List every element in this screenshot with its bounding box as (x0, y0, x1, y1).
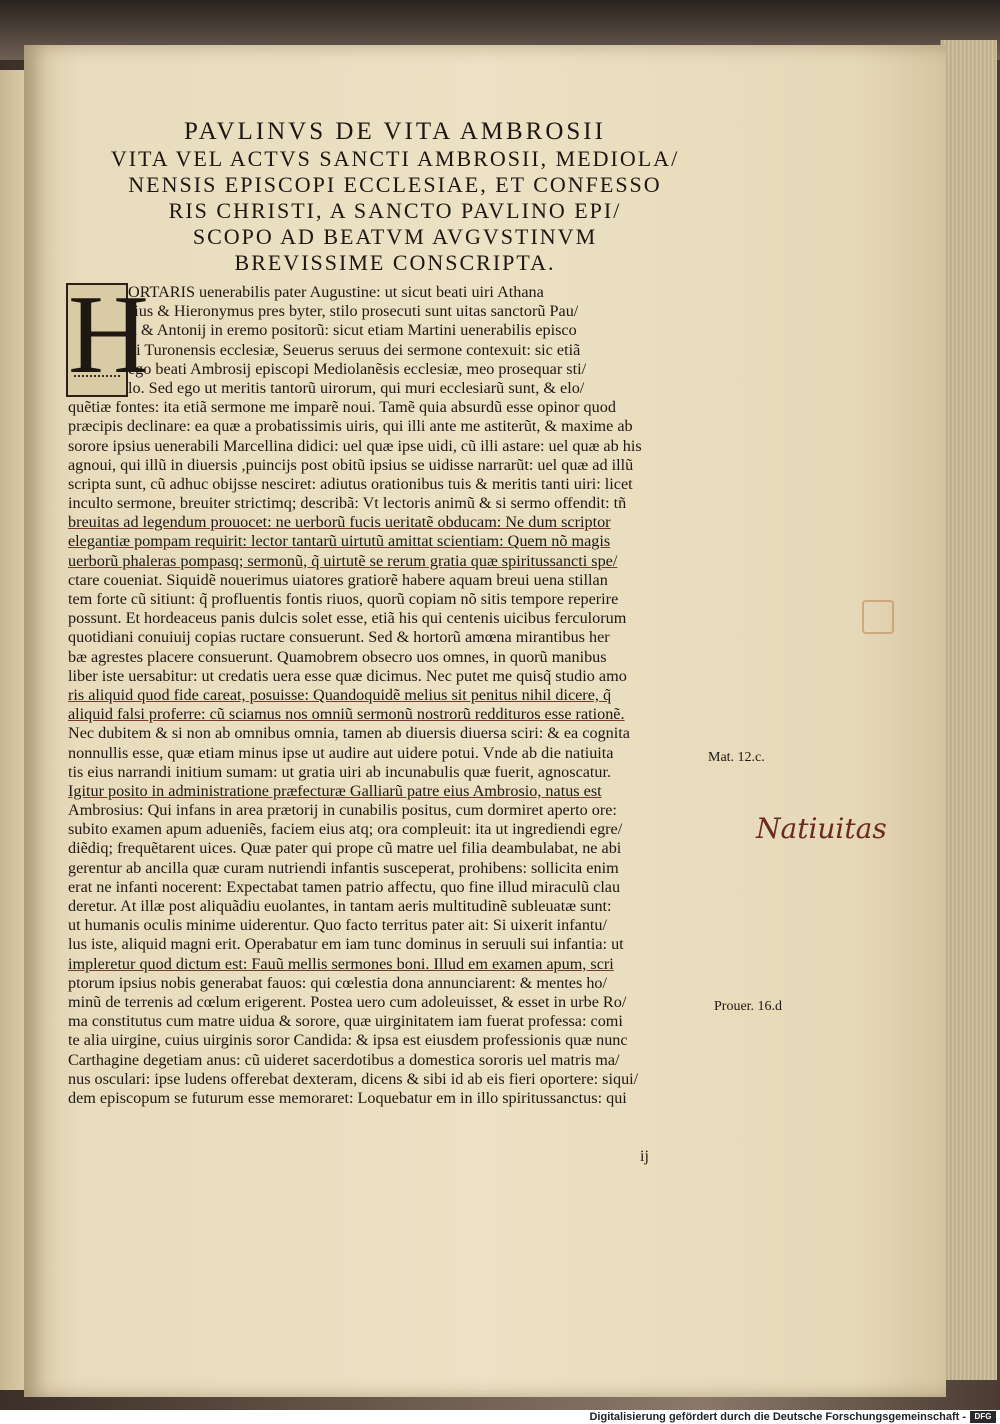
body-line: breuitas ad legendum prouocet: ne uerborũ fucis ueritatẽ obducam: Ne dum scriptor (68, 513, 611, 532)
body-line: ris aliquid quod fide careat, posuisse: Quandoquidẽ melius sit penitus nihil dicere, q̃ (68, 685, 612, 704)
title-line: PAVLINVS DE VITA AMBROSII (184, 118, 606, 145)
body-line: ego beati Ambrosij episcopi Mediolanẽsis ecclesiæ, meo prosequar sti/ (128, 359, 587, 378)
dfg-logo: DFG (970, 1411, 996, 1423)
body-line: præcipis declinare: ea quæ a probatissimis uiris, qui illi ante me astiterũt, & maxime ab (68, 417, 633, 436)
body-line: impleretur quod dictum est: Fauũ mellis sermones boni. Illud em examen apum, scri (68, 954, 614, 973)
body-line: Igitur posito in administratione præfecturæ Galliarũ patre eius Ambrosio, natus est (68, 781, 602, 800)
body-line: te alia uirgine, cuius uirginis soror Candida: & ipsa est eiusdem professionis quæ nunc (68, 1031, 628, 1050)
body-line: tem forte cũ sitiunt: q̃ profluentis fontis riuos, quorũ copiam nõ sitis tempore reperire (68, 590, 619, 608)
initial-letter: H (68, 273, 149, 397)
body-line: nonnullis esse, quæ etiam minus ipse ut audire aut uidere potui. Vnde ab die natiuita (68, 743, 614, 762)
body-line: nus osculari: ipse ludens offerebat dexteram, dicens & sibi id ab eis fieri oportere: siqui/ (68, 1069, 639, 1088)
body-line: li & Antonij in eremo positorũ: sicut etiam Martini uenerabilis episco (128, 321, 577, 340)
body-line: deretur. At illæ post aliquãdiu euolantes, in tantam aeris multitudinẽ subleuatæ sunt: (68, 897, 612, 915)
body-line: sius & Hieronymus pres byter, stilo prosecuti sunt uitas sanctorũ Pau/ (128, 302, 579, 321)
margin-note-mat: Mat. 12.c. (708, 750, 765, 765)
title-line: NENSIS EPISCOPI ECCLESIAE, ET CONFESSO (128, 172, 662, 197)
body-line: liber iste uersabitur: ut credatis uera esse quæ dicimus. Nec putet me quisq̃ studio amo (68, 666, 627, 685)
body-line: aliquid falsi proferre: cũ sciamus nos omniũ sermonũ nostrorũ reddituros esse rationẽ. (68, 705, 625, 724)
body-line: quẽtiæ fontes: ita etiã sermone me imparẽ noui. Tamẽ quia absurdũ esse opinor quod (68, 398, 616, 417)
body-line: inculto sermone, breuiter strictimq; describã: Vt lectoris animũ & si sermo offendit: tñ (68, 494, 627, 513)
body-line: erat ne infanti nocerent: Expectabat tamen patrio affectu, quo fine illud miraculũ clau (68, 877, 621, 896)
body-line: lus iste, aliquid magni erit. Operabatur em iam tunc dominus in seruuli sui infantia: ut (68, 935, 624, 954)
handwritten-annotation: Natiuitas (756, 812, 887, 845)
footer-credit: Digitalisierung gefördert durch die Deutsche Forschungsgemeinschaft - (589, 1411, 966, 1423)
body-line: sorore ipsius uenerabili Marcellina didici: uel quæ ipse uidi, cũ illi astare: uel quæ ab his (68, 436, 642, 455)
body-line: quotidiani conuiuij copias ructare consuerunt. Sed & hortorũ amœna mirantibus her (68, 628, 610, 647)
body-line: possunt. Et hordeaceus panis dulcis solet esse, etiã his qui centenis uicibus ferculorum (68, 609, 627, 628)
title-line: BREVISSIME CONSCRIPTA. (234, 250, 556, 275)
body-line: agnoui, qui illũ in diuersis ,puincijs post obitũ ipsius se uidisse narrarũt: uel quæ ad illũ (68, 455, 634, 474)
page-edges (940, 40, 997, 1380)
title-line: VITA VEL ACTVS SANCTI AMBROSII, MEDIOLA/ (110, 146, 680, 171)
body-line: scripta sunt, cũ adhuc obijsse nesciret: adiutus orationibus tuis & meritis tanti uiri: licet (68, 474, 633, 493)
body-line: lo. Sed ego ut meritis tantorũ uirorum, qui muri ecclesiarũ sunt, & elo/ (128, 378, 585, 397)
chapter-title (110, 118, 680, 276)
body-line: diẽdiq; frequẽtarent uices. Quæ pater qui prope cũ matre uel filia deambulabat, ne abi (68, 839, 622, 858)
title-line: RIS CHRISTI, A SANCTO PAVLINO EPI/ (168, 198, 622, 223)
body-line: ORTARIS uenerabilis pater Augustine: ut sicut beati uiri Athana (128, 283, 544, 301)
body-line: minũ de terrenis ad cœlum erigerent. Postea uero cum adoleuisset, & esset in urbe Ro/ (68, 992, 627, 1011)
body-line: Carthagine degetiam anus: cũ uideret sacerdotibus a domestica sororis uel matris ma/ (68, 1050, 620, 1069)
body-line: Nec dubitem & si non ab omnibus omnia, tamen ab diuersis diuersa sciri: & ea cognita (68, 724, 630, 743)
ink-stain (862, 600, 894, 634)
body-text (68, 283, 688, 1108)
body-line: Ambrosius: Qui infans in area prætorij in cunabilis positus, cum dormiret aperto ore: (68, 801, 617, 820)
body-line: uerborũ phaleras pompasq; sermonũ, q̃ uirtutẽ se rerum gratia quæ spiritussancti spe/ (68, 551, 618, 570)
body-line: ctare coueniat. Siquidẽ nouerimus uiatores gratiorẽ habere aquam breui uena stillan (68, 570, 608, 589)
body-line: ut humanis oculis minime uiderentur. Quo facto territus pater ait: Si uixerit infantu/ (68, 916, 608, 935)
body-line: ma constitutus cum matre uidua & sorore, quæ uirginitatem iam fuerat professa: comi (68, 1012, 623, 1031)
signature-mark: ij (640, 1148, 649, 1165)
body-line: pi Turonensis ecclesiæ, Seuerus seruus dei sermone contexuit: sic etiã (128, 340, 581, 359)
body-line: dem episcopum se futurum esse memoraret: Loquebatur em in illo spiritussanctus: qui (68, 1088, 627, 1107)
body-line: ptorum ipsius nobis generabat fauos: qui cœlestia dona annunciarent: & mentes ho/ (68, 973, 608, 992)
body-line: bæ agrestes placere consuerunt. Quamobrem obsecro uos omnes, in quorũ manibus (68, 647, 607, 666)
footer-bar (0, 1410, 1000, 1424)
title-line: SCOPO AD BEATVM AVGVSTINVM (192, 224, 598, 249)
body-line: tis eius narrandi initium sumam: ut gratia uiri ab incunabulis quæ fuerit, agnoscatur. (68, 762, 612, 781)
body-line: subito examen apum adueniẽs, faciem eius atq; ora compleuit: ita ut ingrediendi egre/ (68, 820, 623, 839)
body-line: gerentur ab ancilla quæ curam nutriendi infantis susceperat, prohibens: sollicita enim (68, 858, 619, 877)
margin-note-prouer: Prouer. 16.d (714, 999, 783, 1014)
body-line: elegantiæ pompam requirit: lector tantarũ uirtutũ amittat scientiam: Quem nõ magis (68, 532, 611, 551)
